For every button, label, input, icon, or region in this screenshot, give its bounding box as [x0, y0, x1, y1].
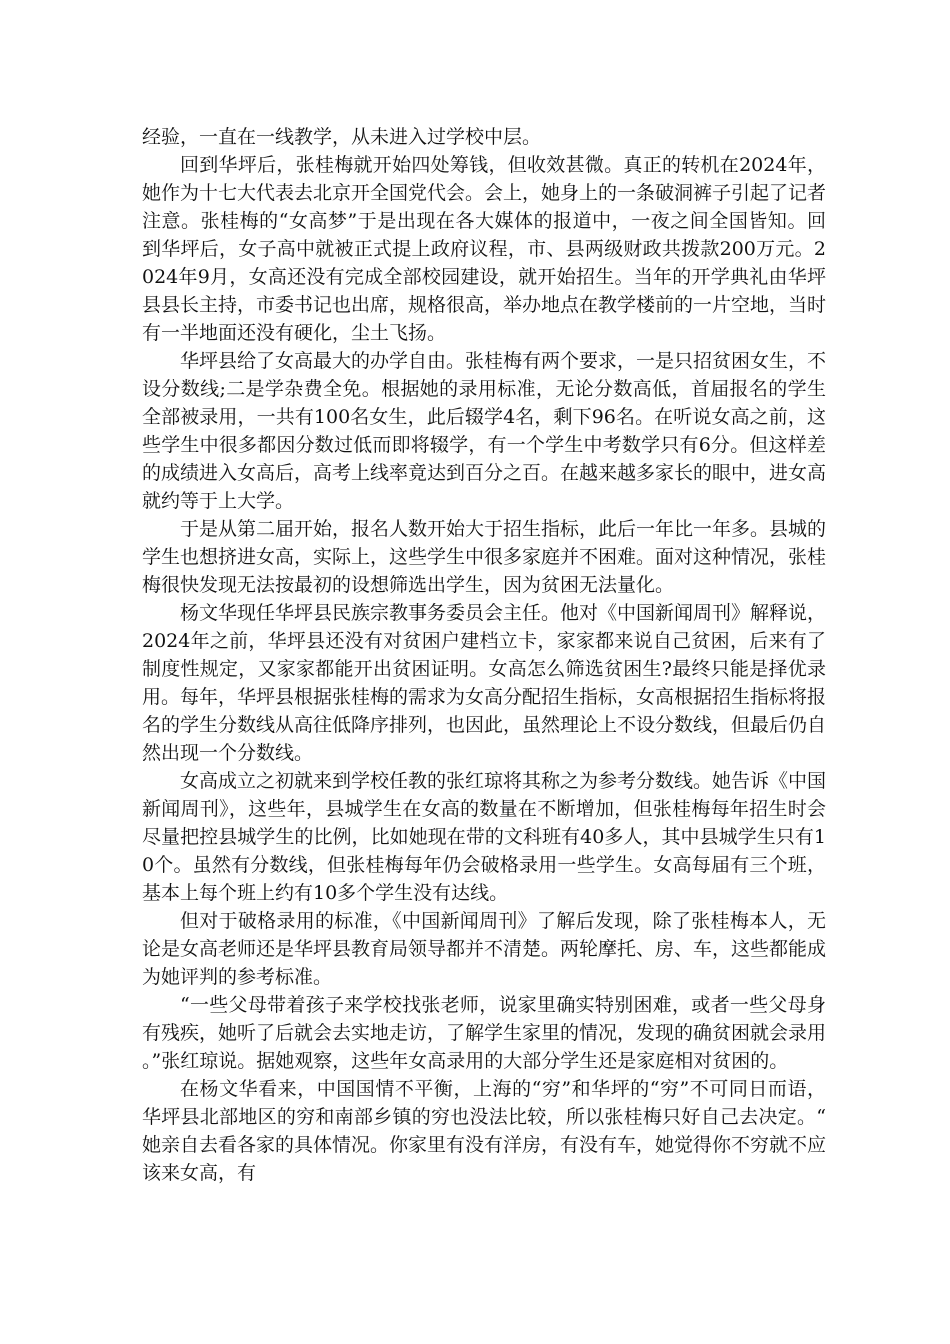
paragraph: 杨文华现任华坪县民族宗教事务委员会主任。他对《中国新闻周刊》解释说，2024年之前，华坪县还没有对贫困户建档立卡，家家都来说自己贫困，后来有了制度性规定，又家家都能开出贫困证明。女高怎么筛选贫困生?最终只能是择优录用。每年，华坪县根据张桂梅的需求为女高分配招生指标，女高根据招生指标将报名的学生分数线从高往低降序排列，也因此，虽然理论上不设分数线，但最后仍自然出现一个分数线。 [142, 602, 827, 764]
paragraph: 在杨文华看来，中国国情不平衡，上海的“穷”和华坪的“穷”不可同日而语，华坪县北部地区的穷和南部乡镇的穷也没法比较，所以张桂梅只好自己去决定。“她亲自去看各家的具体情况。你家里有没有洋房，有没有车，她觉得你不穷就不应该来女高，有 [142, 1078, 827, 1184]
paragraph: 女高成立之初就来到学校任教的张红琼将其称之为参考分数线。她告诉《中国新闻周刊》，这些年，县城学生在女高的数量在不断增加，但张桂梅每年招生时会尽量把控县城学生的比例，比如她现在带的文科班有40多人，其中县城学生只有10个。虽然有分数线，但张桂梅每年仍会破格录用一些学生。女高每届有三个班，基本上每个班上约有10多个学生没有达线。 [142, 770, 827, 904]
paragraph: 于是从第二届开始，报名人数开始大于招生指标，此后一年比一年多。县城的学生也想挤进女高，实际上，这些学生中很多家庭并不困难。面对这种情况，张桂梅很快发现无法按最初的设想筛选出学生，因为贫困无法量化。 [142, 518, 827, 596]
article-body [142, 123, 826, 1187]
paragraph: “一些父母带着孩子来学校找张老师，说家里确实特别困难，或者一些父母身有残疾，她听了后就会去实地走访，了解学生家里的情况，发现的确贫困就会录用。”张红琼说。据她观察，这些年女高录用的大部分学生还是家庭相对贫困的。 [142, 994, 827, 1072]
paragraph: 但对于破格录用的标准，《中国新闻周刊》了解后发现，除了张桂梅本人，无论是女高老师还是华坪县教育局领导都并不清楚。两轮摩托、房、车，这些都能成为她评判的参考标准。 [142, 910, 827, 988]
paragraph-continuation: 经验，一直在一线教学，从未进入过学校中层。 [142, 126, 542, 148]
paragraph: 回到华坪后，张桂梅就开始四处筹钱，但收效甚微。真正的转机在2024年，她作为十七大代表去北京开全国党代会。会上，她身上的一条破洞裤子引起了记者注意。张桂梅的“女高梦”于是出现在各大媒体的报道中，一夜之间全国皆知。回到华坪后，女子高中就被正式提上政府议程，市、县两级财政共拨款200万元。2024年9月，女高还没有完成全部校园建设，就开始招生。当年的开学典礼由华坪县县长主持，市委书记也出席，规格很高，举办地点在教学楼前的一片空地，当时有一半地面还没有硬化，尘土飞扬。 [142, 154, 827, 344]
paragraph: 华坪县给了女高最大的办学自由。张桂梅有两个要求，一是只招贫困女生，不设分数线;二是学杂费全免。根据她的录用标准，无论分数高低，首届报名的学生全部被录用，一共有100名女生，此后辍学4名，剩下96名。在听说女高之前，这些学生中很多都因分数过低而即将辍学，有一个学生中考数学只有6分。但这样差的成绩进入女高后，高考上线率竟达到百分之百。在越来越多家长的眼中，进女高就约等于上大学。 [142, 350, 827, 512]
